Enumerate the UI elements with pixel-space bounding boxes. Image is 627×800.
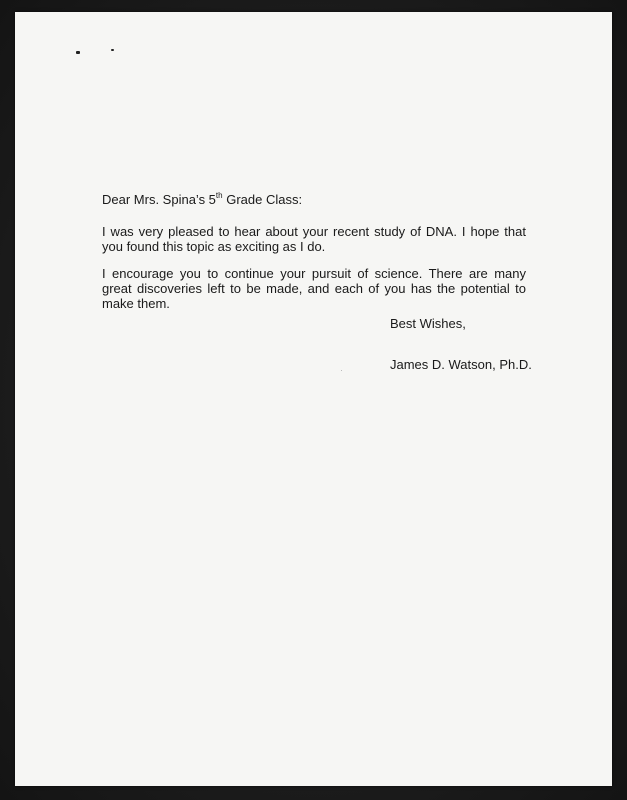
paper-specks bbox=[76, 48, 136, 58]
salutation-prefix: Dear Mrs. Spina’s 5 bbox=[102, 192, 216, 207]
salutation-ordinal: th bbox=[215, 191, 223, 200]
letter-body bbox=[102, 191, 532, 372]
speck-mark bbox=[76, 51, 80, 54]
closing: Best Wishes, bbox=[390, 316, 466, 331]
paper-dot bbox=[341, 370, 342, 371]
signature: James D. Watson, Ph.D. bbox=[390, 357, 532, 372]
salutation-suffix: Grade Class: bbox=[222, 192, 303, 207]
speck-mark bbox=[111, 49, 114, 51]
paragraph-1: I was very pleased to hear about your recent study of DNA. I hope that you found this topic as exciting as I do. bbox=[102, 224, 526, 254]
salutation bbox=[102, 192, 526, 207]
paragraph-2: I encourage you to continue your pursuit of science. There are many great discoveries left to be made, and each of you has the potential to make them. bbox=[102, 266, 526, 311]
letter-page bbox=[15, 12, 612, 786]
